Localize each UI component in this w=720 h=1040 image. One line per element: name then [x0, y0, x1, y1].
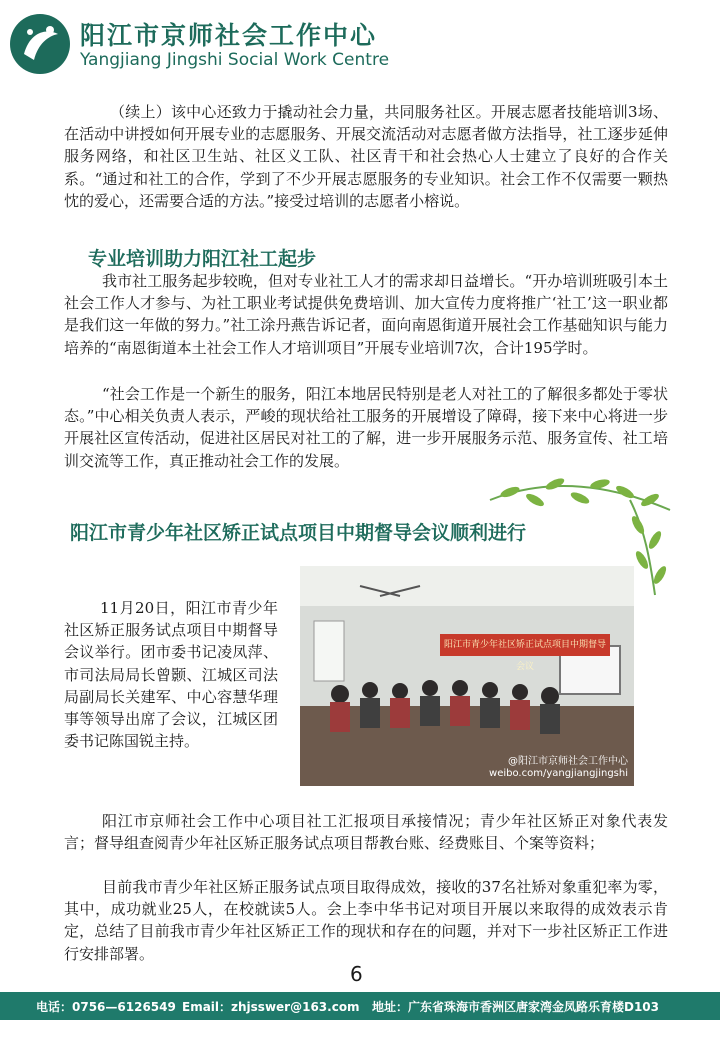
footer-email: Email：zhjsswer@163.com: [182, 1000, 360, 1014]
article-paragraph: 我市社工服务起步较晚，但对专业社工人才的需求却日益增长。“开办培训班吸引本土社会工作人才参与、为社工职业考试提供免费培训、加大宣传力度将推广‘社工’这一职业都是我们这一年做的努力。”社工涂丹燕告诉记者，面向南恩街道开展社会工作基础知识与能力培养的“南恩街道本土社会工作人才培训项目”开展专业培训7次，合计195学时。: [64, 272, 668, 357]
watermark-line: weibo.com/yangjiangjingshi: [489, 768, 628, 779]
photo-banner-text: 阳江市青少年社区矫正试点项目中期督导会议: [443, 640, 606, 672]
article-title: 阳江市青少年社区矫正试点项目中期督导会议顺利进行: [70, 522, 527, 544]
footer-phone: 电话：0756—6126549: [36, 1000, 176, 1014]
org-logo: [10, 14, 70, 74]
article-paragraph: （续上）该中心还致力于撬动社会力量，共同服务社区。开展志愿者技能培训3场、在活动中讲授如何开展专业的志愿服务、开展交流活动对志愿者做方法指导，社工逐步延伸服务网络，和社区卫生站、社区义工队、社区青干和社会热心人士建立了良好的合作关系。“通过和社工的合作，学到了不少开展志愿服务的专业知识。社会工作不仅需要一颗热忱的爱心，还需要合适的方法。”接受过培训的志愿者小榕说。: [64, 103, 668, 210]
article-paragraph: 阳江市京师社会工作中心项目社工汇报项目承接情况；青少年社区矫正对象代表发言；督导组查阅青少年社区矫正服务试点项目帮教台账、经费账目、个案等资料；: [64, 812, 668, 853]
org-name-en: Yangjiang Jingshi Social Work Centre: [80, 50, 390, 70]
footer-address: 地址：广东省珠海市香洲区唐家湾金凤路乐育楼D103: [372, 1000, 660, 1014]
photo-watermark: [489, 756, 628, 780]
article-paragraph: “社会工作是一个新生的服务，阳江本地居民特别是老人对社工的了解很多都处于零状态。”中心相关负责人表示，严峻的现状给社工服务的开展增设了障碍，接下来中心将进一步开展社区宣传活动，促进社区居民对社工的了解，进一步开展服务示范、服务宣传、社工培训交流等工作，真正推动社会工作的发展。: [64, 385, 668, 470]
article-paragraph: 目前我市青少年社区矫正服务试点项目取得成效，接收的37名社矫对象重犯率为零，其中，成功就业25人，在校就读5人。会上李中华书记对项目开展以来取得的成效表示肯定，总结了目前我市青少年社区矫正工作的现状和存在的问题，并对下一步社区矫正工作进行安排部署。: [64, 878, 668, 963]
watermark-line: @阳江市京师社会工作中心: [508, 756, 628, 767]
section-heading: 专业培训助力阳江社工起步: [88, 248, 317, 270]
page-footer: [0, 992, 720, 1020]
article-paragraph: 11月20日，阳江市青少年社区矫正服务试点项目中期督导会议举行。团市委书记凌凤萍、市司法局局长曾颢、江城区司法局副局长关建军、中心容慧华理事等领导出席了会议，江城区团委书记陈国锐主持。: [64, 599, 278, 751]
page-number: 6: [350, 962, 363, 986]
org-name-cn: 阳江市京师社会工作中心: [80, 21, 378, 50]
page-header: [0, 0, 720, 78]
meeting-photo: [300, 566, 634, 786]
